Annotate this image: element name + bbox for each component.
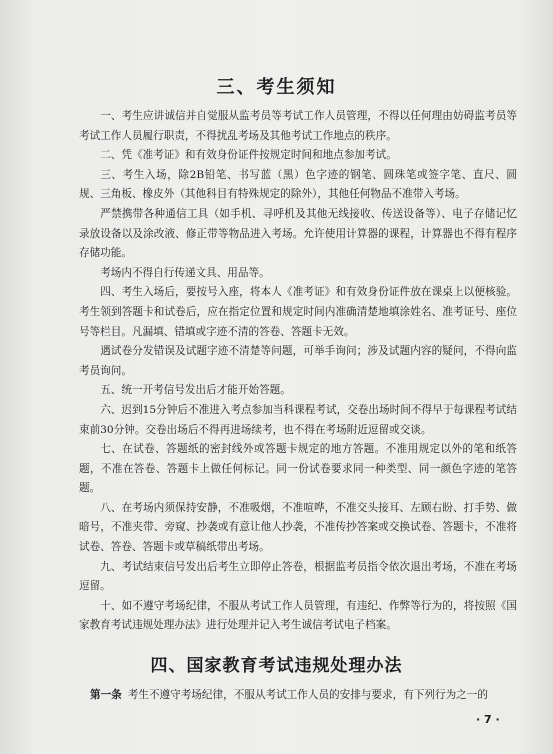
notice-paragraph-8: 五、统一开考信号发出后才能开始答题。 [100,384,291,397]
notice-body [79,107,517,636]
notice-paragraph-3: 三、考生入场，除2B铅笔、书写蓝（黑）色字迹的钢笔、圆珠笔或签字笔、直尺、圆规、三角板、橡皮外（其他科目有特殊规定的除外），其他任何物品不准带入考场。 [79,168,517,201]
notice-paragraph-9: 六、迟到15分钟后不准进入考点参加当科课程考试，交卷出场时间不得早于每课程考试结束前30分钟。交卷出场后不得再进场续考，也不得在考场附近逗留或交谈。 [79,403,517,436]
notice-paragraph-6: 四、考生入场后，要按号入座，将本人《准考证》和有效身份证件放在课桌上以便核验。考生领到答题卡和试卷后，应在指定位置和规定时间内准确清楚地填涂姓名、准考证号、座位号等栏目。凡漏填、错填或字迹不清的答卷、答题卡无效。 [79,286,517,338]
notice-paragraph-5: 考场内不得自行传递文具、用品等。 [100,266,270,279]
article-one [90,686,518,705]
notice-paragraph-2: 二、凭《准考证》和有效身份证件按规定时间和地点参加考试。 [100,149,397,162]
page-number: · 7 · [476,713,500,726]
article-one-label: 第一条 [90,689,122,701]
notice-paragraph-4: 严禁携带各种通信工具（如手机、寻呼机及其他无线接收、传送设备等）、电子存储记忆录放设备以及涂改液、修正带等物品进入考场。允许使用计算器的课程，计算器也不得有程序存储功能。 [79,207,517,260]
notice-paragraph-1: 一、考生应讲诚信并自觉服从监考员等考试工作人员管理，不得以任何理由妨碍监考员等考试工作人员履行职责，不得扰乱考场及其他考试工作地点的秩序。 [79,110,517,142]
section-title-candidate-notice: 三、考生须知 [216,77,337,98]
notice-paragraph-7: 遇试卷分发错误及试题字迹不清楚等问题，可举手询问；涉及试题内容的疑问，不得向监考员询问。 [79,345,517,377]
notice-paragraph-13: 十、如不遵守考场纪律，不服从考试工作人员管理，有违纪、作弊等行为的，将按照《国家教育考试违规处理办法》进行处理并记入考生诚信考试电子档案。 [79,599,517,632]
notice-paragraph-12: 九、考试结束信号发出后考生立即停止答卷，根据监考员指令依次退出考场，不准在考场逗留。 [79,560,517,593]
article-one-text: 考生不遵守考场纪律，不服从考试工作人员的安排与要求，有下列行为之一的 [127,689,488,701]
section-title-violation-rules: 四、国家教育考试违规处理办法 [150,656,403,676]
notice-paragraph-11: 八、在考场内须保持安静，不准吸烟，不准喧哗，不准交头接耳、左顾右盼、打手势、做暗号，不准夹带、旁窥、抄袭或有意让他人抄袭，不准传抄答案或交换试卷、答题卡，不准将试卷、答卷、答题卡或草稿纸带出考场。 [79,501,517,554]
notice-paragraph-10: 七、在试卷、答题纸的密封线外或答题卡规定的地方答题。不准用规定以外的笔和纸答题，不准在答卷、答题卡上做任何标记。同一份试卷要求同一种类型、同一颜色字迹的笔答题。 [79,443,517,495]
